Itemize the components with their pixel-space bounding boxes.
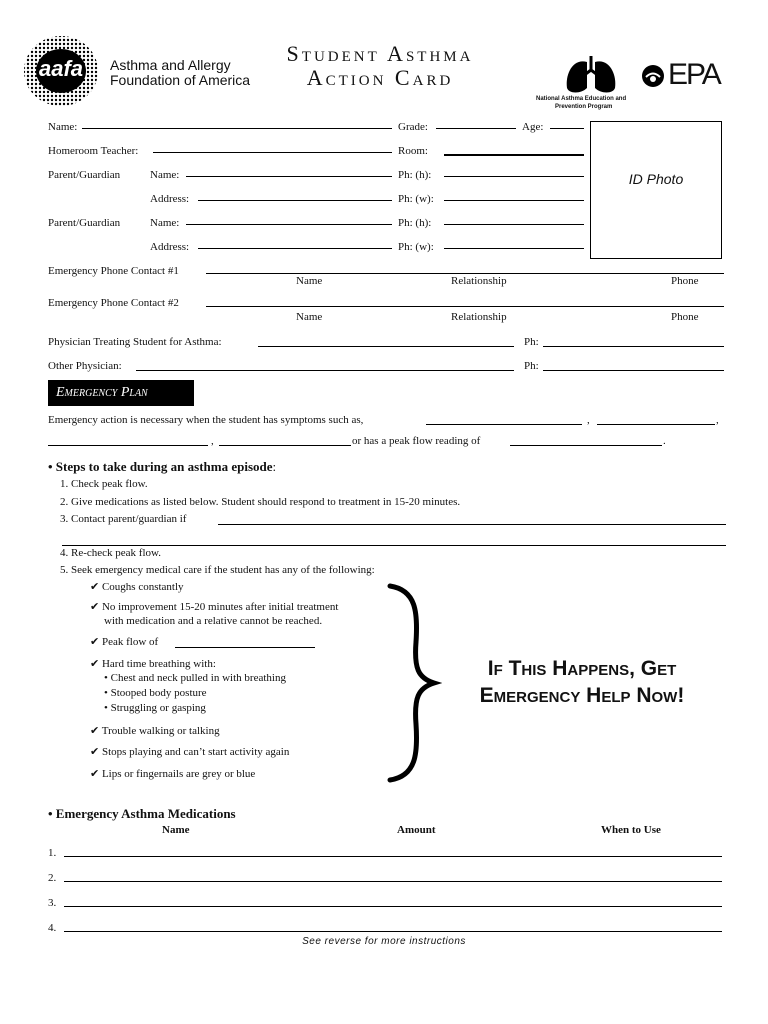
homeroom-label: Homeroom Teacher: xyxy=(48,145,139,157)
contact1-col-name: Name xyxy=(296,275,323,287)
med-row-3-field[interactable] xyxy=(64,906,722,907)
step-5: 5. Seek emergency medical care if the student has any of the following: xyxy=(60,564,375,576)
room-field[interactable] xyxy=(444,154,584,156)
treating-physician-ph-label: Ph: xyxy=(524,336,539,348)
guardian1-ph-w-label: Ph: (w): xyxy=(398,193,434,205)
grade-label: Grade: xyxy=(398,121,428,133)
peak-flow-reading-field[interactable] xyxy=(510,445,662,446)
med-row-3-num: 3. xyxy=(48,897,57,909)
lungs-icon xyxy=(563,54,619,96)
med-col-amount: Amount xyxy=(397,824,436,836)
homeroom-field[interactable] xyxy=(153,152,392,153)
guardian2-ph-w-label: Ph: (w): xyxy=(398,241,434,253)
med-row-1-field[interactable] xyxy=(64,856,722,857)
contact-condition-field[interactable] xyxy=(218,524,726,525)
guardian1-name-field[interactable] xyxy=(186,176,392,177)
contact2-col-name: Name xyxy=(296,311,323,323)
name-label: Name: xyxy=(48,121,78,133)
naepp-line2: Prevention Program xyxy=(555,104,613,110)
med-row-4-field[interactable] xyxy=(64,931,722,932)
step-2: 2. Give medications as listed below. Student should respond to treatment in 15-20 minutes. xyxy=(60,496,461,508)
age-label: Age: xyxy=(522,121,544,133)
symptom1-field[interactable] xyxy=(426,424,582,425)
age-field[interactable] xyxy=(550,128,584,129)
sub-chest-neck: • Chest and neck pulled in with breathing xyxy=(104,672,286,684)
emergency-plan-heading: Emergency Plan xyxy=(48,380,194,406)
aafa-logo xyxy=(22,34,100,108)
guardian2-name-label: Name: xyxy=(150,217,180,229)
contact2-col-phone: Phone xyxy=(671,311,699,323)
check-trouble-walking: ✔ Trouble walking or talking xyxy=(90,725,220,737)
check-peak-flow: ✔ Peak flow of xyxy=(90,636,159,648)
emergency-contact1-field[interactable] xyxy=(206,273,724,274)
med-col-when: When to Use xyxy=(601,824,661,836)
symptom4-field[interactable] xyxy=(219,445,351,446)
other-physician-ph-label: Ph: xyxy=(524,360,539,372)
symptom2-field[interactable] xyxy=(597,424,715,425)
guardian1-address-label: Address: xyxy=(150,193,190,205)
intro-comma3: , xyxy=(211,435,214,447)
room-label: Room: xyxy=(398,145,428,157)
intro-period: . xyxy=(663,435,666,447)
guardian2-name-field[interactable] xyxy=(186,224,392,225)
intro-comma1: , xyxy=(587,414,590,426)
med-row-2-field[interactable] xyxy=(64,881,722,882)
med-col-name: Name xyxy=(162,824,190,836)
card-title-line2: Action Card xyxy=(306,65,454,90)
emergency-intro-text: Emergency action is necessary when the student has symptoms such as, xyxy=(48,414,364,426)
guardian2-ph-w-field[interactable] xyxy=(444,248,584,249)
help-text-line2: Emergency Help Now! xyxy=(479,684,685,707)
other-physician-field[interactable] xyxy=(136,370,514,371)
step-4: 4. Re-check peak flow. xyxy=(60,547,161,559)
emergency-contact2-field[interactable] xyxy=(206,306,724,307)
step-3: 3. Contact parent/guardian if xyxy=(60,513,187,525)
steps-heading-text: • Steps to take during an asthma episode xyxy=(48,459,273,474)
help-text-line1: If This Happens, Get xyxy=(487,657,677,680)
guardian1-name-label: Name: xyxy=(150,169,180,181)
guardian2-ph-h-field[interactable] xyxy=(444,224,584,225)
id-photo-label: ID Photo xyxy=(628,171,684,187)
med-row-1-num: 1. xyxy=(48,847,57,859)
medications-heading: • Emergency Asthma Medications xyxy=(48,806,236,821)
other-physician-label: Other Physician: xyxy=(48,360,122,372)
symptom3-field[interactable] xyxy=(48,445,208,446)
guardian1-ph-h-label: Ph: (h): xyxy=(398,169,432,181)
contact-condition-field-2[interactable] xyxy=(62,545,726,546)
grade-field[interactable] xyxy=(436,128,516,129)
card-title-line1: Student Asthma xyxy=(286,41,474,66)
guardian2-ph-h-label: Ph: (h): xyxy=(398,217,432,229)
peak-flow-threshold-field[interactable] xyxy=(175,647,315,648)
check-no-improvement: ✔ No improvement 15-20 minutes after initial treatment xyxy=(90,601,339,613)
guardian1-ph-h-field[interactable] xyxy=(444,176,584,177)
guardian1-ph-w-field[interactable] xyxy=(444,200,584,201)
med-row-2-num: 2. xyxy=(48,872,57,884)
contact1-col-phone: Phone xyxy=(671,275,699,287)
treating-physician-label: Physician Treating Student for Asthma: xyxy=(48,336,222,348)
guardian2-label: Parent/Guardian xyxy=(48,217,121,229)
contact2-col-relationship: Relationship xyxy=(451,311,507,323)
epa-seal-icon xyxy=(641,64,665,88)
peak-flow-reading-text: or has a peak flow reading of xyxy=(352,435,481,447)
steps-heading xyxy=(48,459,276,475)
treating-physician-ph-field[interactable] xyxy=(543,346,724,347)
check-coughs: ✔ Coughs constantly xyxy=(90,581,184,593)
step-1: 1. Check peak flow. xyxy=(60,478,148,490)
sub-stooped: • Stooped body posture xyxy=(104,687,207,699)
epa-logo-text: EPA xyxy=(668,58,720,91)
logo-text: aafa xyxy=(38,56,84,81)
naepp-line1: National Asthma Education and xyxy=(536,96,627,102)
steps-heading-colon: : xyxy=(272,459,277,474)
med-row-4-num: 4. xyxy=(48,922,57,934)
check-no-improvement-cont: with medication and a relative cannot be reached. xyxy=(104,615,323,627)
guardian2-address-label: Address: xyxy=(150,241,190,253)
guardian1-address-field[interactable] xyxy=(198,200,392,201)
check-stops-playing: ✔ Stops playing and can’t start activity again xyxy=(90,746,290,758)
sub-struggling: • Struggling or gasping xyxy=(104,702,206,714)
emergency-contact2-label: Emergency Phone Contact #2 xyxy=(48,297,179,309)
check-hard-breathing: ✔ Hard time breathing with: xyxy=(90,658,216,670)
guardian1-label: Parent/Guardian xyxy=(48,169,121,181)
org-name-line1: Asthma and Allergy xyxy=(110,57,231,73)
check-lips-fingernails: ✔ Lips or fingernails are grey or blue xyxy=(90,768,256,780)
emergency-contact1-label: Emergency Phone Contact #1 xyxy=(48,265,179,277)
intro-comma2: , xyxy=(716,414,719,426)
id-photo-box[interactable] xyxy=(590,121,722,259)
treating-physician-field[interactable] xyxy=(258,346,514,347)
curly-brace-icon xyxy=(382,582,442,784)
other-physician-ph-field[interactable] xyxy=(543,370,724,371)
student-name-field[interactable] xyxy=(82,128,392,129)
org-name-line2: Foundation of America xyxy=(110,72,251,88)
footer-note: See reverse for more instructions xyxy=(302,936,466,947)
contact1-col-relationship: Relationship xyxy=(451,275,507,287)
guardian2-address-field[interactable] xyxy=(198,248,392,249)
